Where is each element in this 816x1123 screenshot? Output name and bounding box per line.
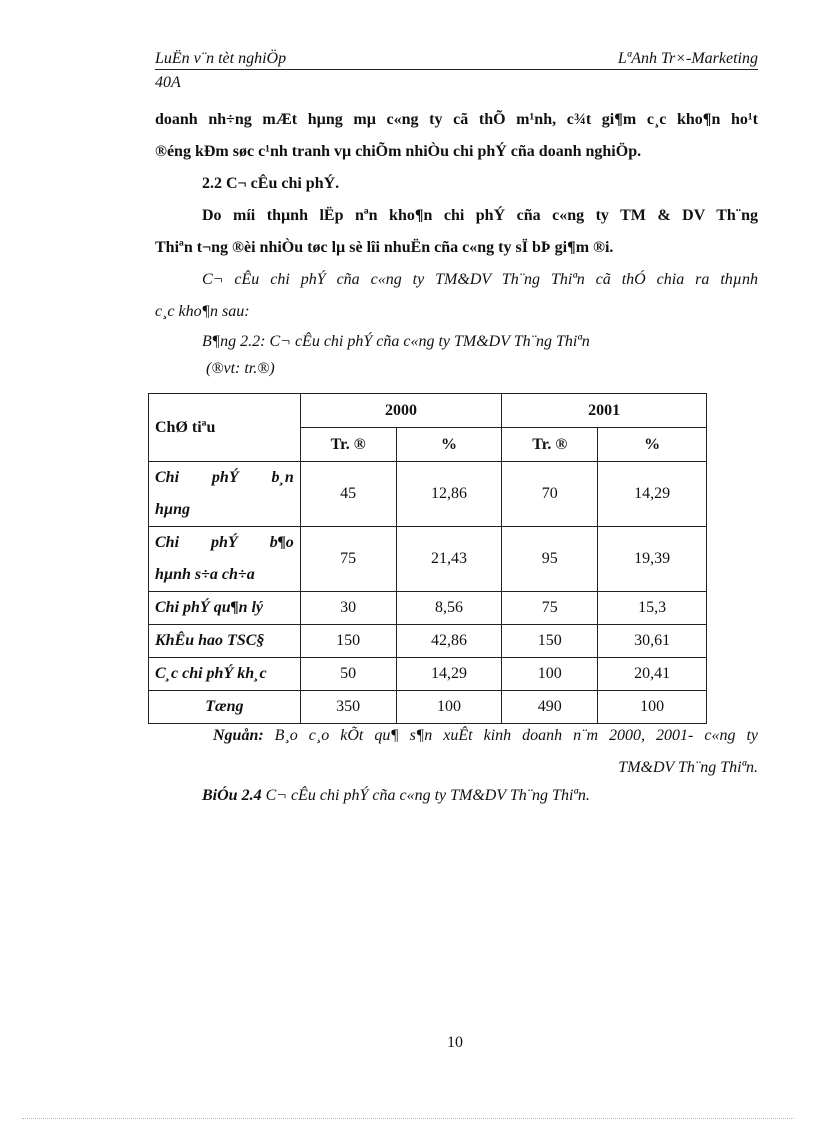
header-year-2000: 2000	[300, 394, 502, 428]
header-corner: ChØ tiªu	[149, 394, 301, 462]
paragraph-3-line-2: c¸c kho¶n sau:	[155, 303, 250, 320]
header-line	[155, 50, 758, 70]
cell-value-2000: 30	[300, 592, 396, 625]
paragraph-3-line-1: C¬ cÊu chi phÝ cña c«ng ty TM&DV Th¨ng Thiªn cã thÓ chia ra thµnh	[202, 271, 758, 288]
source-text-1: B¸o c¸o kÕt qu¶ s¶n xuÊt kinh doanh n¨m 2000, 2001- c«ng ty	[263, 727, 758, 744]
cell-value-2001: 95	[502, 527, 598, 592]
cell-percent-2000: 8,56	[396, 592, 502, 625]
page-number: 10	[447, 1034, 463, 1051]
table-caption: B¶ng 2.2: C¬ cÊu chi phÝ cña c«ng ty TM&DV Th¨ng Thiªn	[202, 333, 590, 350]
subheader-percent-2000: %	[396, 428, 502, 462]
table-source	[155, 720, 758, 784]
row-label-line-1: Chi phÝ b¸n	[155, 469, 294, 486]
source-line-1	[155, 720, 758, 752]
cell-percent-2001: 20,41	[598, 658, 707, 691]
table-unit: (®vt: tr.®)	[206, 360, 275, 377]
cell-percent-2001: 15,3	[598, 592, 707, 625]
cell-value-2000: 45	[300, 462, 396, 527]
figure-text: C¬ cÊu chi phÝ cña c«ng ty TM&DV Th¨ng Thiªn.	[261, 787, 590, 804]
subheader-amount-2000: Tr. ®	[300, 428, 396, 462]
cell-value-2001: 70	[502, 462, 598, 527]
table-row	[149, 527, 707, 592]
table-header-row	[149, 394, 707, 428]
cell-value-2001: 75	[502, 592, 598, 625]
table-row	[149, 462, 707, 527]
page-bottom-divider	[22, 1118, 794, 1119]
cell-percent-2001: 100	[598, 691, 707, 724]
page-header	[155, 50, 758, 92]
row-label: Chi phÝ qu¶n lý	[149, 592, 301, 625]
source-line-2: TM&DV Th¨ng Thiªn.	[618, 759, 758, 776]
cell-percent-2000: 42,86	[396, 625, 502, 658]
row-label: KhÊu hao TSC§	[149, 625, 301, 658]
row-label: C¸c chi phÝ kh¸c	[149, 658, 301, 691]
cell-value-2000: 150	[300, 625, 396, 658]
section-heading: 2.2 C¬ cÊu chi phÝ.	[202, 175, 340, 192]
paragraph-1-line-2: ®éng kÐm søc c¹nh tranh vµ chiÕm nhiÒu chi phÝ cña doanh nghiÖp.	[155, 143, 642, 160]
paragraph-2-line-1: Do míi thµnh lËp nªn kho¶n chi phÝ cña c«ng ty TM & DV Th¨ng	[202, 207, 758, 224]
cell-percent-2001: 14,29	[598, 462, 707, 527]
cell-percent-2001: 19,39	[598, 527, 707, 592]
row-label	[149, 462, 301, 527]
paragraph-1-line-1: doanh nh÷ng mÆt hµng mµ c«ng ty cã thÕ m¹nh, c¾t gi¶m c¸c kho¶n ho¹t	[155, 111, 758, 128]
row-label	[149, 527, 301, 592]
cell-percent-2000: 12,86	[396, 462, 502, 527]
header-year-2001: 2001	[502, 394, 707, 428]
cell-value-2001: 150	[502, 625, 598, 658]
source-label: Nguån:	[213, 727, 264, 744]
cost-structure-table	[148, 393, 707, 724]
cell-value-2000: 50	[300, 658, 396, 691]
row-label-line-2: hµnh s÷a ch÷a	[155, 566, 255, 583]
header-sub: 40A	[155, 74, 181, 91]
table-row	[149, 592, 707, 625]
table-total-row	[149, 691, 707, 724]
cell-percent-2001: 30,61	[598, 625, 707, 658]
cell-value-2000: 350	[300, 691, 396, 724]
cell-percent-2000: 14,29	[396, 658, 502, 691]
subheader-amount-2001: Tr. ®	[502, 428, 598, 462]
body-text	[155, 104, 758, 382]
figure-label: BiÓu 2.4	[202, 787, 262, 804]
header-right: LªAnh Tr×-Marketing	[617, 50, 758, 67]
cell-value-2000: 75	[300, 527, 396, 592]
paragraph-2-line-2: Thiªn t¬ng ®èi nhiÒu tøc lµ sè lîi nhuËn cña c«ng ty sÏ bÞ gi¶m ®i.	[155, 239, 614, 256]
cell-percent-2000: 100	[396, 691, 502, 724]
row-label-total: Tæng	[149, 691, 301, 724]
row-label-line-2: hµng	[155, 501, 191, 518]
table-row	[149, 658, 707, 691]
figure-caption	[202, 787, 590, 805]
cell-value-2001: 490	[502, 691, 598, 724]
table-row	[149, 625, 707, 658]
header-left: LuËn v¨n tèt nghiÖp	[155, 50, 287, 67]
cell-percent-2000: 21,43	[396, 527, 502, 592]
subheader-percent-2001: %	[598, 428, 707, 462]
cell-value-2001: 100	[502, 658, 598, 691]
row-label-line-1: Chi phÝ b¶o	[155, 534, 294, 551]
